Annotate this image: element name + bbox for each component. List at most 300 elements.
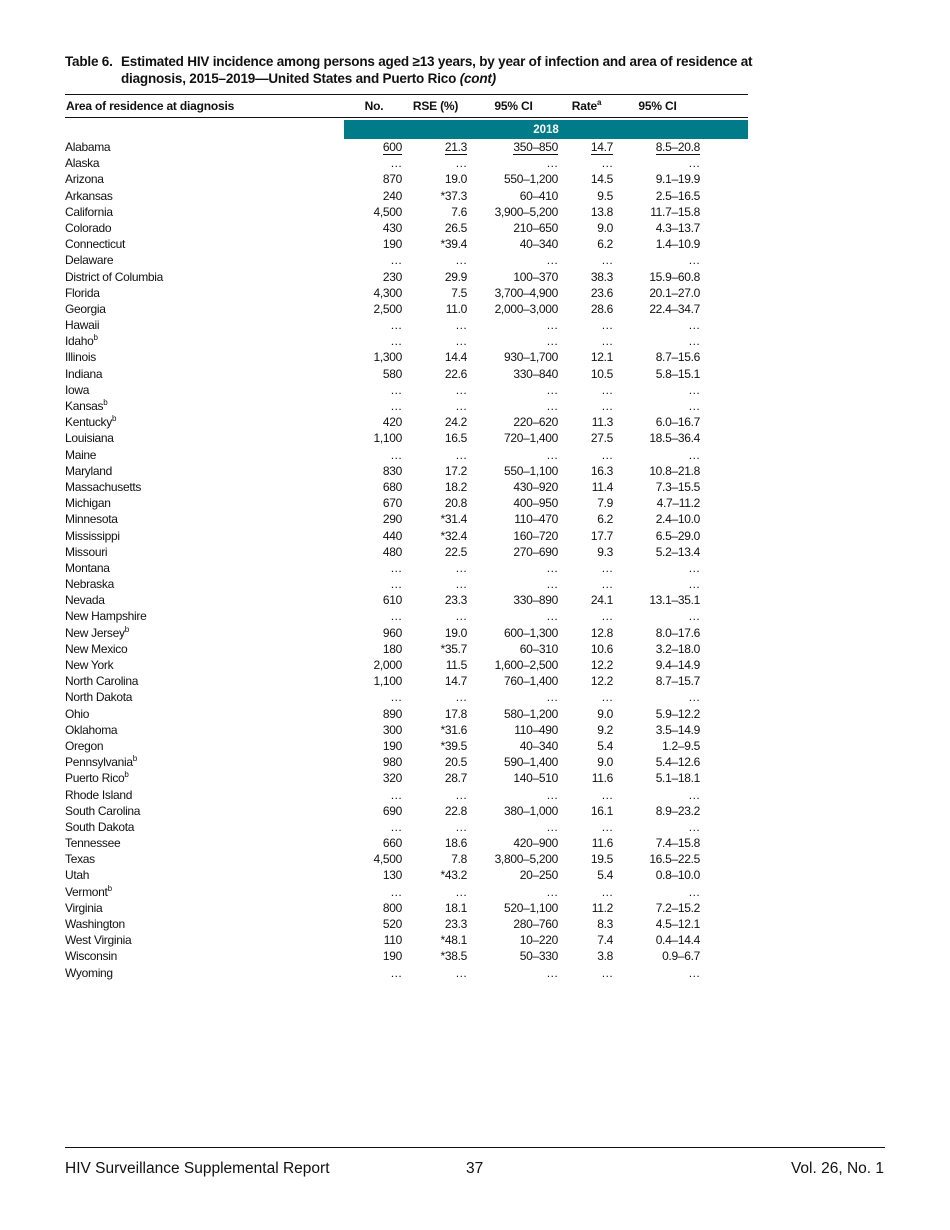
- cell-ci: 10–220: [519, 933, 558, 948]
- cell-no: …: [390, 560, 402, 575]
- table-row: [65, 850, 748, 866]
- cell-rate: 38.3: [590, 269, 613, 284]
- cell-rate: 19.5: [590, 852, 613, 867]
- cell-rate: …: [601, 447, 613, 462]
- table-row: [65, 364, 748, 380]
- table-row: [65, 915, 748, 931]
- cell-no: 890: [382, 706, 402, 721]
- cell-no: 580: [382, 366, 402, 381]
- table-row: [65, 656, 748, 672]
- cell-no: 800: [382, 900, 402, 915]
- cell-no: 960: [382, 625, 402, 640]
- cell-ci2: 6.5–29.0: [655, 528, 700, 543]
- cell-ci2: …: [688, 819, 700, 834]
- table-row: [65, 462, 748, 478]
- cell-area: Colorado: [65, 220, 112, 235]
- table-row: [65, 413, 748, 429]
- cell-rate: 5.4: [597, 868, 613, 883]
- table-row: [65, 397, 748, 413]
- table-row: [65, 300, 748, 316]
- table-row: [65, 543, 748, 559]
- cell-area: California: [65, 204, 113, 219]
- cell-rse: …: [455, 560, 467, 575]
- cell-no: …: [390, 690, 402, 705]
- cell-rate: 13.8: [590, 204, 613, 219]
- cell-ci2: 4.3–13.7: [655, 220, 700, 235]
- table-row: [65, 672, 748, 688]
- cell-no: 230: [382, 269, 402, 284]
- cell-area: Wisconsin: [65, 949, 117, 964]
- cell-ci: 600–1,300: [503, 625, 558, 640]
- cell-ci2: …: [688, 334, 700, 349]
- table-row: [65, 802, 748, 818]
- table-row: [65, 963, 748, 979]
- cell-ci: 3,900–5,200: [494, 204, 558, 219]
- table-row: [65, 139, 748, 154]
- cell-rse: 17.8: [444, 706, 467, 721]
- cell-no: …: [390, 382, 402, 397]
- cell-ci: …: [546, 560, 558, 575]
- cell-ci: …: [546, 156, 558, 171]
- cell-ci2: 8.0–17.6: [655, 625, 700, 640]
- cell-ci2: …: [688, 253, 700, 268]
- table-row: [65, 607, 748, 623]
- cell-area: Michigan: [65, 496, 111, 511]
- cell-ci2: 1.4–10.9: [655, 237, 700, 252]
- cell-no: 300: [382, 722, 402, 737]
- cell-no: …: [390, 884, 402, 899]
- cell-ci: 550–1,200: [503, 172, 558, 187]
- cell-rate: 12.8: [590, 625, 613, 640]
- table-row: [65, 348, 748, 364]
- cell-ci: 140–510: [513, 771, 558, 786]
- cell-rse: 19.0: [444, 625, 467, 640]
- cell-area: Rhode Island: [65, 787, 133, 802]
- table-row: [65, 947, 748, 963]
- cell-rate: …: [601, 787, 613, 802]
- cell-ci2: 8.7–15.6: [655, 350, 700, 365]
- cell-rate: 12.1: [590, 350, 613, 365]
- cell-ci2: …: [688, 318, 700, 333]
- cell-ci2: …: [688, 787, 700, 802]
- header-no: No.: [364, 99, 384, 113]
- cell-no: 480: [382, 544, 402, 559]
- cell-rse: 7.5: [451, 285, 467, 300]
- header-ci: 95% CI: [494, 99, 533, 113]
- cell-no: 830: [382, 463, 402, 478]
- footnote-marker: b: [107, 883, 112, 893]
- cell-ci2: …: [688, 690, 700, 705]
- cell-ci2: 8.7–15.7: [655, 674, 700, 689]
- cell-ci2: …: [688, 447, 700, 462]
- cell-area: Louisiana: [65, 431, 114, 446]
- cell-rse: 17.2: [444, 463, 467, 478]
- cell-ci: …: [546, 819, 558, 834]
- cell-no: 680: [382, 479, 402, 494]
- cell-ci2: 13.1–35.1: [649, 593, 700, 608]
- cell-ci2: 8.5–20.8: [655, 140, 700, 154]
- table-row: [65, 381, 748, 397]
- cell-area: Ohio: [65, 706, 90, 721]
- footer-rule: [65, 1147, 885, 1148]
- header-rule: [65, 117, 748, 118]
- cell-rse: 14.4: [444, 350, 467, 365]
- cell-ci2: 0.8–10.0: [655, 868, 700, 883]
- title-line-1: Estimated HIV incidence among persons aged ≥13 years, by year of infection and area of residence at: [121, 54, 753, 69]
- cell-area: Arizona: [65, 172, 104, 187]
- cell-area: New Mexico: [65, 641, 128, 656]
- cell-no: …: [390, 334, 402, 349]
- cell-area: Pennsylvania$^b$: [65, 754, 137, 770]
- cell-rate: 3.8: [597, 949, 613, 964]
- cell-area: Delaware: [65, 253, 114, 268]
- cell-rate: 11.6: [591, 771, 613, 786]
- cell-no: 520: [382, 917, 402, 931]
- cell-ci2: 4.7–11.2: [656, 496, 700, 511]
- footnote-marker: b: [93, 333, 98, 343]
- cell-rse: 7.8: [451, 852, 467, 867]
- table-row: [65, 591, 748, 607]
- cell-no: 1,100: [373, 431, 402, 446]
- cell-rse: 20.8: [444, 496, 467, 511]
- cell-ci2: 3.2–18.0: [655, 641, 700, 656]
- cell-ci: 110–490: [514, 722, 558, 737]
- cell-no: 240: [382, 188, 402, 203]
- footnote-marker: b: [132, 754, 137, 764]
- cell-rate: 28.6: [590, 301, 613, 316]
- table-row: [65, 818, 748, 834]
- cell-rse: …: [455, 787, 467, 802]
- cell-ci2: 1.2–9.5: [662, 738, 700, 753]
- cell-area: Alaska: [65, 156, 100, 171]
- cell-area: South Dakota: [65, 819, 135, 834]
- cell-rate: …: [601, 819, 613, 834]
- cell-area: Maine: [65, 447, 97, 462]
- header-area: Area of residence at diagnosis: [66, 99, 235, 113]
- table-row: [65, 737, 748, 753]
- table-body: [65, 139, 748, 980]
- cell-area: New Jersey$^b$: [65, 624, 129, 640]
- footer-volume: Vol. 26, No. 1: [790, 1160, 884, 1177]
- cell-rate: 23.6: [590, 285, 613, 300]
- cell-area: New Hampshire: [65, 609, 147, 624]
- cell-rse: 22.8: [444, 803, 467, 818]
- cell-area: Georgia: [65, 301, 106, 316]
- cell-ci2: 4.5–12.1: [655, 917, 700, 931]
- cell-ci2: 15.9–60.8: [649, 269, 700, 284]
- cell-rate: 10.6: [590, 641, 613, 656]
- cell-ci2: 8.9–23.2: [655, 803, 700, 818]
- cell-rse: *32.4: [440, 528, 467, 543]
- title-cont: (cont): [459, 71, 496, 86]
- cell-no: 290: [382, 512, 402, 527]
- cell-rse: 23.3: [444, 593, 467, 608]
- cell-area: Texas: [65, 852, 95, 867]
- cell-rate: …: [601, 382, 613, 397]
- cell-rse: *39.4: [440, 237, 467, 252]
- cell-rse: 18.6: [444, 836, 467, 851]
- cell-ci: 270–690: [513, 544, 558, 559]
- cell-area: Oregon: [65, 738, 104, 753]
- footnote-marker: b: [103, 398, 108, 407]
- cell-ci: 580–1,200: [503, 706, 558, 721]
- cell-rse: 26.5: [444, 220, 467, 235]
- cell-ci: 350–850: [513, 140, 558, 154]
- table-row: [65, 704, 748, 720]
- footnote-marker: b: [124, 624, 129, 634]
- cell-no: 110: [383, 933, 402, 948]
- table-row: [65, 688, 748, 704]
- cell-area: Montana: [65, 560, 110, 575]
- cell-ci: …: [546, 690, 558, 705]
- table-row: [65, 526, 748, 542]
- cell-rate: …: [601, 965, 613, 980]
- cell-no: 320: [382, 771, 402, 786]
- cell-rate: …: [601, 690, 613, 705]
- cell-rse: 7.6: [451, 204, 467, 219]
- cell-rse: 16.5: [444, 431, 467, 446]
- table-row: [65, 316, 748, 332]
- cell-ci: …: [546, 965, 558, 980]
- cell-rate: 9.3: [597, 544, 613, 559]
- cell-ci2: …: [688, 399, 700, 413]
- cell-rse: 20.5: [444, 755, 467, 770]
- cell-ci: 160–720: [513, 528, 558, 543]
- cell-rate: …: [601, 253, 613, 268]
- cell-no: …: [390, 447, 402, 462]
- cell-rse: *38.5: [440, 949, 467, 964]
- footer-page-number: 37: [466, 1160, 484, 1177]
- table-row: [65, 267, 748, 283]
- table-row: [65, 623, 748, 639]
- cell-rate: 11.6: [591, 836, 613, 851]
- cell-area: Idaho$^b$: [65, 333, 98, 349]
- cell-no: …: [390, 819, 402, 834]
- cell-ci2: 9.4–14.9: [655, 658, 700, 672]
- table-label: Table 6.: [65, 54, 113, 69]
- cell-area: Florida: [65, 285, 100, 300]
- cell-area: Hawaii: [65, 318, 100, 333]
- cell-area: Wyoming: [65, 965, 113, 980]
- cell-ci: 50–330: [519, 949, 558, 964]
- page-title: [65, 53, 765, 87]
- cell-ci2: …: [688, 577, 700, 592]
- cell-no: …: [390, 253, 402, 268]
- cell-rse: *39.5: [440, 738, 467, 753]
- cell-area: Mississippi: [65, 528, 120, 543]
- cell-rse: …: [455, 690, 467, 705]
- table-row: [65, 834, 748, 850]
- cell-rse: …: [455, 447, 467, 462]
- header-ci-rate: 95% CI: [638, 99, 677, 113]
- cell-ci: …: [546, 399, 558, 413]
- cell-ci2: 2.5–16.5: [655, 188, 700, 203]
- cell-rate: 5.4: [597, 738, 613, 753]
- table-row: [65, 429, 748, 445]
- cell-rse: …: [455, 253, 467, 268]
- cell-rse: *35.7: [440, 641, 467, 656]
- table-row: [65, 931, 748, 947]
- header-rate-footnote: a: [596, 98, 602, 107]
- cell-rse: …: [455, 609, 467, 624]
- cell-rse: …: [455, 318, 467, 333]
- cell-rate: 11.3: [591, 415, 613, 430]
- cell-ci2: 0.4–14.4: [655, 933, 700, 948]
- header-rate: Rate$^a$: [571, 98, 602, 113]
- table-row: [65, 332, 748, 348]
- cell-ci: 550–1,100: [503, 463, 558, 478]
- cell-area: Nevada: [65, 593, 105, 608]
- cell-ci2: 11.7–15.8: [650, 204, 700, 219]
- cell-rate: …: [601, 560, 613, 575]
- cell-ci: 40–340: [519, 237, 558, 252]
- cell-ci: …: [546, 382, 558, 397]
- cell-rse: 22.5: [444, 544, 467, 559]
- cell-area: Puerto Rico$^b$: [65, 770, 129, 786]
- cell-rse: 24.2: [444, 415, 467, 430]
- cell-rate: 9.0: [597, 220, 613, 235]
- cell-ci2: …: [688, 382, 700, 397]
- cell-rate: …: [601, 334, 613, 349]
- cell-no: 130: [382, 868, 402, 883]
- cell-rate: 14.7: [590, 140, 613, 154]
- cell-rse: *48.1: [440, 933, 467, 948]
- cell-ci2: 10.8–21.8: [649, 463, 700, 478]
- cell-no: 190: [382, 738, 402, 753]
- cell-rse: *31.4: [440, 512, 467, 527]
- incidence-table: [65, 94, 748, 980]
- cell-rate: 12.2: [590, 658, 613, 672]
- cell-no: …: [390, 577, 402, 592]
- cell-area: Minnesota: [65, 512, 118, 527]
- cell-ci2: 5.9–12.2: [655, 706, 700, 721]
- cell-area: New York: [65, 658, 114, 672]
- footnote-marker: b: [124, 770, 129, 780]
- cell-rate: 16.3: [590, 463, 613, 478]
- cell-rse: *31.6: [440, 722, 467, 737]
- table-row: [65, 866, 748, 882]
- cell-no: 600: [382, 140, 402, 154]
- cell-no: 870: [382, 172, 402, 187]
- table-row: [65, 575, 748, 591]
- cell-rate: 7.4: [597, 933, 613, 948]
- cell-rate: 11.4: [591, 479, 613, 494]
- table-row: [65, 559, 748, 575]
- cell-rse: *43.2: [440, 868, 467, 883]
- cell-ci2: 7.2–15.2: [655, 900, 700, 915]
- cell-rate: …: [601, 156, 613, 171]
- footnote-marker: b: [111, 414, 117, 424]
- cell-no: 670: [382, 496, 402, 511]
- table-row: [65, 882, 748, 898]
- footer-report-name: HIV Surveillance Supplemental Report: [65, 1160, 330, 1177]
- cell-ci: …: [546, 334, 558, 349]
- cell-ci: 210–650: [513, 220, 558, 235]
- cell-ci2: 0.9–6.7: [662, 949, 700, 964]
- cell-ci: …: [546, 447, 558, 462]
- table-row: [65, 494, 748, 510]
- table-row: [65, 640, 748, 656]
- cell-no: 190: [382, 237, 402, 252]
- table-row: [65, 478, 748, 494]
- cell-ci2: 7.4–15.8: [655, 836, 700, 851]
- cell-ci: 110–470: [514, 512, 558, 527]
- cell-no: …: [390, 965, 402, 980]
- cell-rse: …: [455, 577, 467, 592]
- cell-no: …: [390, 318, 402, 333]
- cell-area: Missouri: [65, 544, 108, 559]
- cell-area: Utah: [65, 868, 90, 883]
- cell-ci: 40–340: [519, 738, 558, 753]
- cell-rse: 28.7: [444, 771, 467, 786]
- cell-no: 4,300: [373, 285, 402, 300]
- cell-ci2: 18.5–36.4: [649, 431, 700, 446]
- cell-area: West Virginia: [65, 933, 132, 948]
- cell-rate: …: [601, 399, 613, 413]
- cell-no: 980: [382, 755, 402, 770]
- cell-ci2: 7.3–15.5: [655, 479, 700, 494]
- cell-no: 430: [382, 220, 402, 235]
- cell-ci: 1,600–2,500: [494, 658, 558, 672]
- cell-ci: …: [546, 577, 558, 592]
- cell-ci: 930–1,700: [503, 350, 558, 365]
- cell-area: North Carolina: [65, 674, 139, 689]
- cell-rse: 14.7: [444, 674, 467, 689]
- cell-rate: …: [601, 609, 613, 624]
- cell-ci2: 22.4–34.7: [649, 301, 700, 316]
- cell-rate: 24.1: [590, 593, 613, 608]
- cell-rate: 27.5: [590, 431, 613, 446]
- cell-rate: 7.9: [597, 496, 613, 511]
- cell-ci: 720–1,400: [503, 431, 558, 446]
- cell-no: 690: [382, 803, 402, 818]
- table-row: [65, 251, 748, 267]
- cell-ci: 420–900: [513, 836, 558, 851]
- table-row: [65, 785, 748, 801]
- cell-ci: …: [546, 318, 558, 333]
- cell-no: 180: [382, 641, 402, 656]
- cell-ci2: …: [688, 965, 700, 980]
- cell-area: Illinois: [65, 350, 96, 365]
- cell-area: Washington: [65, 917, 125, 931]
- cell-area: Massachusetts: [65, 479, 142, 494]
- table-row: [65, 170, 748, 186]
- cell-rse: 21.3: [444, 140, 467, 154]
- cell-no: …: [390, 156, 402, 171]
- cell-rse: …: [455, 334, 467, 349]
- cell-area: Vermont$^b$: [65, 883, 112, 899]
- cell-area: Kansas$^b$: [65, 398, 108, 413]
- cell-rse: 29.9: [444, 269, 467, 284]
- cell-no: 4,500: [373, 852, 402, 867]
- cell-rate: 8.3: [597, 917, 613, 931]
- cell-ci: 520–1,100: [503, 900, 558, 915]
- cell-area: Oklahoma: [65, 722, 118, 737]
- table-row: [65, 445, 748, 461]
- header-rse: RSE (%): [412, 99, 459, 113]
- cell-ci: 330–840: [513, 366, 558, 381]
- cell-rse: 22.6: [444, 366, 467, 381]
- cell-rse: …: [455, 156, 467, 171]
- cell-rse: *37.3: [440, 188, 467, 203]
- cell-rse: …: [455, 965, 467, 980]
- cell-area: District of Columbia: [65, 269, 164, 284]
- table-row: [65, 219, 748, 235]
- cell-no: 2,000: [373, 658, 402, 672]
- cell-rse: 18.1: [444, 900, 467, 915]
- cell-rate: 10.5: [590, 366, 613, 381]
- cell-area: Connecticut: [65, 237, 126, 252]
